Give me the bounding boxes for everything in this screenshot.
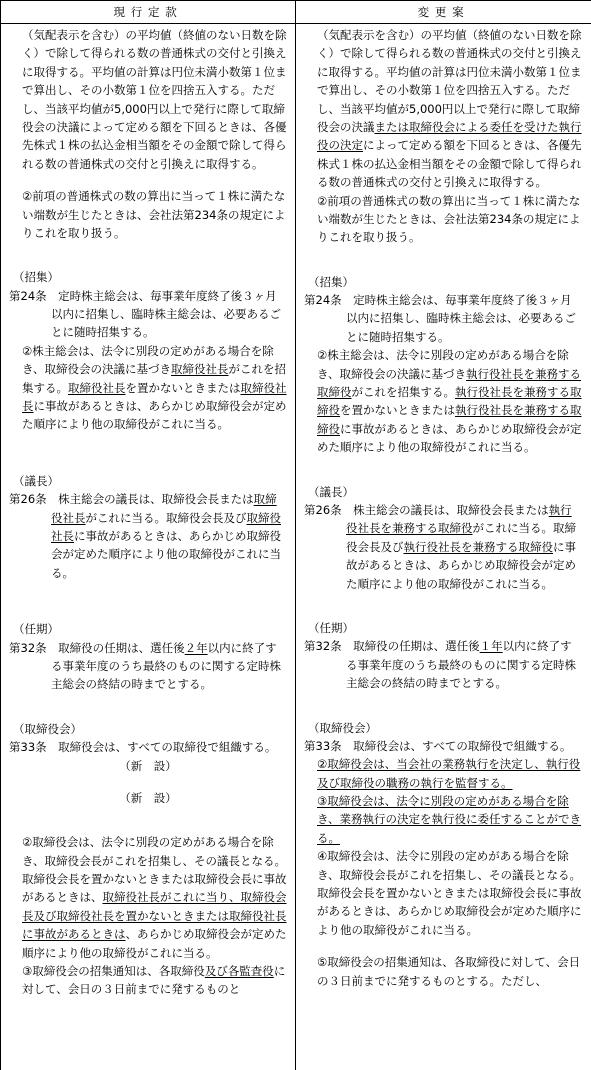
right-caption-term: （任期）: [308, 620, 354, 635]
right-caption-convocation: （招集）: [308, 274, 354, 289]
left-caption-chairman: （議長）: [13, 473, 59, 488]
left-fraction-paragraph: ②前項の普通株式の数の算出に当って１株に満たない端数が生じたときは、会社法第234条の規定によりこれを取り扱う。: [22, 189, 286, 240]
right-fraction-paragraph: ②前項の普通株式の数の算出に当って１株に満たない端数が生じたときは、会社法第234条の規定によりこれを取り扱う。: [317, 193, 581, 245]
left-article-33: 第33条 取締役会は、すべての取締役で組織する。: [9, 740, 277, 755]
left-article-33-para-2: ②取締役会は、法令に別段の定めがある場合を除き、取締役会長がこれを招集し、その議長となる。取締役会長を置かないときまたは取締役会長に事故があるときは、取締役社長がこれに当り、取締役会長及び取締役社長を置かないときまたは取締役社長に事故があるときは、あらかじめ取締役会が定めた順序により他の取締役がこれに当る。: [22, 835, 287, 960]
left-new-provision-2: （新 設）: [119, 790, 177, 805]
left-caption-board: （取締役会）: [13, 721, 82, 736]
left-article-32: 第32条 取締役の任期は、選任後２年以内に終了する事業年度のうち最終のものに関する定時株主総会の終結の時までとする。: [9, 640, 281, 692]
left-caption-term: （任期）: [13, 622, 59, 637]
right-article-33-para-3: ③取締役会は、法令に別段の定めがある場合を除き、業務執行の決定を執行役に委任することができる。: [317, 794, 582, 845]
right-article-32: 第32条 取締役の任期は、選任後１年以内に終了する事業年度のうち最終のものに関する定時株主総会の終結の時までとする。: [304, 639, 576, 691]
current-articles-header: 現行定款: [1, 1, 296, 24]
left-article-24: 第24条 定時株主総会は、毎事業年度終了後３ヶ月以内に招集し、臨時株主総会は、必要あるごとに随時招集する。: [9, 288, 281, 340]
right-article-24: 第24条 定時株主総会は、毎事業年度終了後３ヶ月以内に招集し、臨時株主総会は、必要あるごとに随時招集する。: [304, 293, 576, 344]
right-article-24-para-2: ②株主総会は、法令に別段の定めがある場合を除き、取締役会の決議に基づき執行役社長を兼務する取締役がこれを招集する。執行役社長を兼務する取締役を置かないときまたは執行役社長を兼務する取締役に事故があるときは、あらかじめ取締役会が定めた順序により他の取締役がこれに当る。: [317, 348, 582, 455]
left-preferred-share-paragraph: （気配表示を含む）の平均値（終値のない日数を除く）で除して得られる数の普通株式の交付と引換えに取得する。平均値の計算は円位未満小数第１位まで算出し、その小数第１位を四捨五入する。ただし、当該平均値が5,000円以上で発行に際して取締役会の決議によって定める額を下回るときは、各優先株式１株の払込金相当額をその金額で除して得られる数の普通株式の交付と引換えに取得する。: [22, 28, 287, 171]
table-body: [0, 24, 591, 1070]
current-articles-column: [1, 24, 296, 1070]
proposed-amendment-column: [296, 24, 591, 1070]
proposed-amendment-header: 変更案: [296, 1, 591, 24]
right-article-33-para-4: ④取締役会は、法令に別段の定めがある場合を除き、取締役会長がこれを招集し、その議長となる。取締役会長を置かないときまたは取締役会長に事故があるときは、あらかじめ取締役会が定めた順序により他の取締役がこれに当る。: [317, 849, 582, 937]
left-caption-convocation: （招集）: [13, 270, 59, 285]
left-article-26: 第26条 株主総会の議長は、取締役会長または取締役社長がこれに当る。取締役会長及び取締役社長に事故があるときは、あらかじめ取締役会が定めた順序により他の取締役がこれに当る。: [9, 492, 281, 580]
right-preferred-share-paragraph: （気配表示を含む）の平均値（終値のない日数を除く）で除して得られる数の普通株式の交付と引換えに取得する。平均値の計算は円位未満小数第１位まで算出し、その小数第１位を四捨五入する。ただし、当該平均値が5,000円以上で発行に際して取締役会の決議または取締役会による委任を受けた執行役の決定によって定める額を下回るときは、各優先株式１株の払込金相当額をその金額で除して得られる数の普通株式の交付と引換えに取得する。: [317, 28, 582, 190]
right-article-33: 第33条 取締役会は、すべての取締役で組織する。: [304, 738, 572, 753]
left-new-provision-1: （新 設）: [119, 758, 177, 773]
left-article-33-para-3: ③取締役会の招集通知は、各取締役及び各監査役に対して、会日の３日前までに発するものと: [22, 964, 286, 997]
right-article-33-para-5: ⑤取締役会の招集通知は、各取締役に対して、会日の３日前までに発するものとする。ただし、: [317, 955, 581, 988]
right-article-33-para-2: ②取締役会は、当会社の業務執行を決定し、執行役及び取締役の職務の執行を監督する。: [317, 757, 581, 790]
left-article-24-para-2: ②株主総会は、法令に別段の定めがある場合を除き、取締役会の決議に基づき取締役社長がこれを招集する。取締役社長を置かないときまたは取締役社長に事故があるときは、あらかじめ取締役会が定めた順序により他の取締役がこれに当る。: [22, 343, 287, 432]
right-caption-board: （取締役会）: [308, 720, 377, 735]
right-caption-chairman: （議長）: [308, 484, 354, 499]
table-header: [0, 0, 591, 24]
right-article-26: 第26条 株主総会の議長は、取締役会長または執行役社長を兼務する取締役がこれに当る。取締役会長及び執行役社長を兼務する取締役に事故があるときは、あらかじめ取締役会が定めた順序により他の取締役がこれに当る。: [304, 502, 576, 591]
